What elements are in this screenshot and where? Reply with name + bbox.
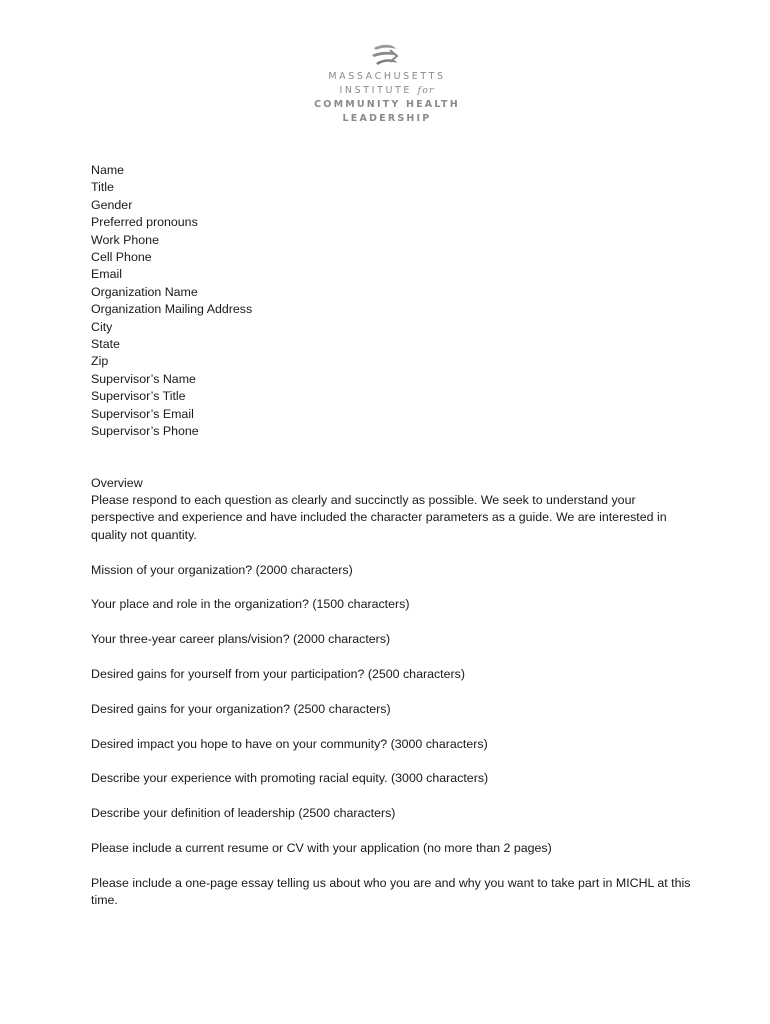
question-career-plans: Your three-year career plans/vision? (2000 characters) bbox=[91, 632, 391, 647]
field-supervisor-phone: Supervisor’s Phone bbox=[91, 424, 199, 439]
overview-text: Please respond to each question as clearly and succinctly as possible. We seek to understand your perspective and experience and have included the character parameters as a guide. We are interested in quality not quantity. bbox=[91, 492, 667, 542]
swoosh-logo-icon bbox=[368, 42, 402, 70]
field-supervisor-name: Supervisor’s Name bbox=[91, 371, 196, 386]
question-resume: Please include a current resume or CV with your application (no more than 2 pages) bbox=[91, 840, 552, 855]
question-mission: Mission of your organization? (2000 characters) bbox=[91, 562, 353, 577]
overview-section bbox=[91, 475, 691, 545]
logo-line-4: LEADERSHIP bbox=[342, 113, 432, 124]
question-personal-gains: Desired gains for yourself from your participation? (2500 characters) bbox=[91, 666, 465, 681]
field-email: Email bbox=[91, 267, 122, 282]
field-city: City bbox=[91, 319, 113, 334]
question-list bbox=[91, 562, 691, 910]
question-essay: Please include a one-page essay telling us about who you are and why you want to take part in MICHL at this time. bbox=[91, 875, 691, 908]
overview-heading: Overview bbox=[91, 475, 143, 490]
field-name: Name bbox=[91, 163, 125, 177]
field-zip: Zip bbox=[91, 354, 109, 369]
field-organization-mailing-address: Organization Mailing Address bbox=[91, 302, 253, 317]
logo-line-2-prefix: INSTITUTE bbox=[339, 85, 413, 96]
field-preferred-pronouns: Preferred pronouns bbox=[91, 215, 198, 230]
question-role: Your place and role in the organization? (1500 characters) bbox=[91, 597, 410, 612]
field-work-phone: Work Phone bbox=[91, 232, 159, 247]
question-leadership: Describe your definition of leadership (2500 characters) bbox=[91, 806, 396, 821]
question-organization-gains: Desired gains for your organization? (2500 characters) bbox=[91, 701, 391, 716]
field-state: State bbox=[91, 337, 120, 352]
field-supervisor-email: Supervisor’s Email bbox=[91, 406, 194, 421]
logo-line-2 bbox=[4, 84, 770, 98]
field-organization-name: Organization Name bbox=[91, 284, 198, 299]
application-form bbox=[91, 162, 691, 910]
field-title: Title bbox=[91, 180, 114, 195]
logo-line-3: COMMUNITY HEALTH bbox=[314, 99, 460, 110]
field-supervisor-title: Supervisor’s Title bbox=[91, 389, 186, 404]
logo-line-2-for: for bbox=[417, 85, 435, 96]
organization-logo bbox=[0, 42, 770, 126]
field-gender: Gender bbox=[91, 197, 133, 212]
question-racial-equity: Describe your experience with promoting racial equity. (3000 characters) bbox=[91, 771, 489, 786]
field-list bbox=[91, 162, 691, 441]
field-cell-phone: Cell Phone bbox=[91, 250, 152, 265]
logo-line-1: MASSACHUSETTS bbox=[328, 71, 446, 82]
question-community-impact: Desired impact you hope to have on your community? (3000 characters) bbox=[91, 736, 488, 751]
